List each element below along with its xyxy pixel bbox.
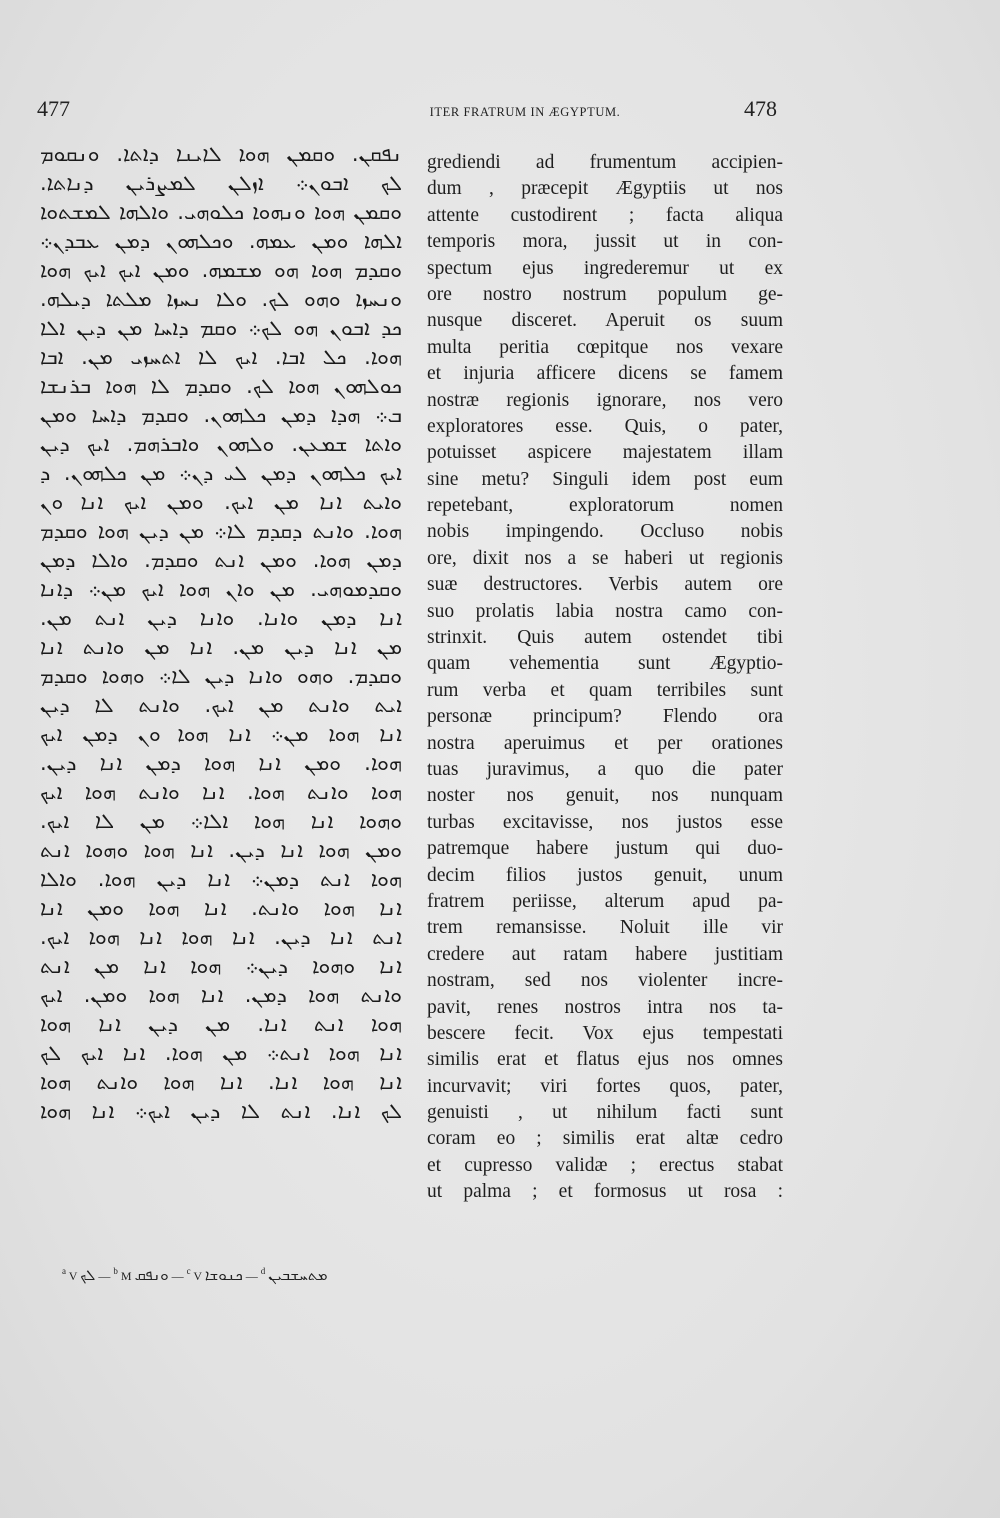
syriac-line: ܘܩܡܢ ܗܘܐ ܘܢܗܘܐ ܟܠܘܗܝ. ܘܐܠܗܐ ܠܡܫܬܘܐ [40,200,402,224]
latin-line: fratrem periisse, alterum apud pa- [427,890,783,912]
latin-line: repetebant, exploratorum nomen [427,495,783,517]
left-page-number: 477 [37,96,70,121]
syriac-line: ܗܘܐ ܘܐܢܬ ܗܘܐ. ܐܢܐ ܘܐܢܬ ܗܘܐ ܐܝܟ [40,780,402,804]
latin-line: sine metu? Singuli idem post eum [427,468,783,490]
running-title-text: ITER FRATRUM IN ÆGYPTUM. [429,105,621,119]
syriac-line: ܗܘܐ. ܘܐܢܬ ܕܩܕܡ ܠܐ܀ ܡܢ ܕܝܢ ܗܘܐ ܘܩܕܡ [40,519,402,543]
footnote-b-source: M [120,1269,132,1283]
latin-line: personæ principum? Flendo ora [427,706,783,728]
latin-line: grediendi ad frumentum accipien- [427,152,783,173]
latin-line: spectum ejus ingrederemur ut ex [427,257,783,279]
syriac-text-column [40,140,402,1126]
latin-line: tuas juravimus, a quo die pater [427,758,783,780]
latin-line: nobis impingendo. Occluso nobis [427,521,783,543]
syriac-line: ܐܢܐ ܗܘܐ ܡܢ܀ ܐܢܐ ܗܘܐ ܘܢ ܕܡܢ ܐܝܟ [40,722,402,746]
syriac-line: ܐܝܟ ܟܠܗܘܢ ܕܡܢ ܠܝ ܕܢ܀ ܡܢ ܟܠܗܘܢ. ܕ [40,461,402,485]
syriac-line: ܐܢܐ ܘܗܘܐ ܕܝܢ܀ ܗܘܐ ܐܢܐ ܡܢ ܐܢܬ [40,954,402,978]
syriac-line: ܐܝܬ ܘܐܢܬ ܡܢ ܐܝܟ. ܘܐܢܬ ܠܐ ܕܝܢ [40,693,402,717]
syriac-line: ܐܢܐ ܗܘܐ ܘܐܢܬ. ܐܢܐ ܗܘܐ ܘܡܢ ܐܢܐ [40,896,402,920]
syriac-line: ܠܟ ܐܢܐ. ܐܢܬ ܠܐ ܕܝܢ ܐܝܟ܀ ܐܢܐ ܗܘܐ [40,1099,402,1123]
latin-line: potuisset aspicere majestatem illam [427,442,783,464]
footnotes [62,1266,327,1284]
latin-line: nostram, sed nos violenter incre- [427,970,783,992]
latin-line: quam vehementia sunt Ægyptio- [427,653,783,675]
footnote-separator: — [171,1269,184,1283]
latin-line: noster nos genuit, nos nunquam [427,785,783,807]
syriac-line: ܐܢܐ ܕܡܢ ܘܐܢܐ. ܘܐܢܐ ܕܝܢ ܐܢܬ ܡܢ. [40,606,402,630]
syriac-line: ܘܢܚܙܐ ܘܗܘ ܠܟ. ܘܠܐ ܢܚܙܐ ܡܠܬܐ ܕܝܠܗ. [40,287,402,311]
syriac-line: ܒ܀ ܗܕܐ ܕܡܢ ܟܠܗܘܢ. ܘܩܕܡ ܕܐܚܐ ܘܡܢ [40,403,402,427]
syriac-line: ܗܘܐ ܐܢܬ ܐܢܐ. ܡܢ ܕܝܢ ܐܢܐ ܗܘܐ [40,1012,402,1036]
syriac-line: ܐܢܐ ܗܘܐ ܐܢܬ܀ ܡܢ ܗܘܐ. ܐܢܐ ܐܝܟ ܠܟ [40,1041,402,1065]
latin-line: nusque disceret. Aperuit os suum [427,310,783,332]
footnote-a-text: ܠܟ [80,1266,96,1284]
latin-line: decim filios justos genuit, unum [427,864,783,886]
latin-line: ut palma ; et formosus ut rosa : [427,1181,783,1203]
latin-line: incurvavit; viri fortes quos, pater, [427,1075,783,1097]
latin-line: et injuria afficere dicens se famem [427,363,783,385]
latin-line: nostra aperuimus et per orationes [427,732,783,754]
latin-line: bescere fecit. Vox ejus tempestati [427,1022,783,1044]
syriac-line: ܘܩܕܡ. ܘܗܘ ܘܐܢܐ ܕܝܢ ܠܐ܀ ܘܗܘܐ ܘܩܕܡ [40,664,402,688]
syriac-line: ܐܢܐ ܗܘܐ ܐܢܐ. ܐܢܐ ܗܘܐ ܘܐܢܬ ܗܘܐ [40,1070,402,1094]
latin-line: patremque habere justum qui duo- [427,838,783,860]
syriac-line: ܟܕ ܐܒܘܢ ܗܘ ܠܟ܀ ܘܩܡ ܕܐܚܐ ܡܢ ܕܝܢ ܐܠܐ [40,316,402,340]
footnote-b-text: ܘܢܦܩ [134,1266,169,1284]
syriac-line: ܐܢܬ ܐܢܐ ܕܝܢ. ܐܢܐ ܗܘܐ ܐܢܐ ܗܘܐ ܐܝܟ. [40,925,402,949]
latin-line: ore, dixit nos a se haberi ut regionis [427,547,783,569]
right-page-number: 478 [744,96,777,121]
footnote-d-label: d [260,1266,266,1276]
latin-line: suo prolatis labia nostra camo con- [427,600,783,622]
footnote-separator: — [245,1269,258,1283]
syriac-line: ܘܩܕܡ ܗܘܐ ܗܘ ܡܫܡܗ. ܘܡܢ ܐܝܟ ܐܝܟ ܗܘܐ [40,258,402,282]
latin-line: temporis mora, jussit ut in con- [427,231,783,253]
footnote-b-label: b [113,1266,118,1276]
syriac-line: ܗܘܐ. ܟܠ ܐܒܐ. ܐܝܟ ܠܐ ܐܬܚܙܝ ܡܢ. ܐܒܐ [40,345,402,369]
footnote-d-text: ܡܬܚܫܒܝܢ [268,1266,328,1284]
latin-line: genuisti , ut nihilum facti sunt [427,1102,783,1124]
syriac-line: ܢܦܩܢ. ܘܩܡܢ ܗܘܐ ܠܐܝܢܐ ܕܐܬܐ. ܘܢܩܘܡ [40,142,402,166]
latin-line: credere aut ratam habere justitiam [427,943,783,965]
latin-line: turbas excitavisse, nos justos esse [427,811,783,833]
syriac-line: ܟܘܠܗܘܢ ܗܘܐ ܠܟ. ܘܩܕܡ ܠܐ ܗܘܐ ܒܪܢܫܐ [40,374,402,398]
running-title [0,105,1000,120]
syriac-line: ܘܡܢ ܗܘܐ ܐܢܐ ܕܝܢ. ܐܢܐ ܗܘܐ ܘܗܘܐ ܐܢܬ [40,838,402,862]
footnote-c-source: V [193,1269,202,1283]
latin-line: rum verba et quam terribiles sunt [427,679,783,701]
latin-line: ore nostro nostrum populum ge- [427,283,783,305]
latin-line: exploratores esse. Quis, o pater, [427,415,783,437]
syriac-line: ܕܡܢ ܗܘܐ. ܘܡܢ ܐܢܬ ܘܩܕܡ. ܘܐܠܐ ܕܡܢ [40,548,402,572]
footnote-c-label: c [186,1266,191,1276]
syriac-line: ܘܐܬܐ ܫܡܥܢ. ܘܠܗܘܢ ܘܐܒܪܗܡ. ܐܝܟ ܕܝܢ [40,432,402,456]
syriac-line: ܗܘܐ. ܘܡܢ ܐܢܐ ܗܘܐ ܕܡܢ ܐܢܐ ܕܝܢ. [40,751,402,775]
syriac-line: ܠܟ ܐܒܘܢ܀ ܐܙܠܢ ܠܡܨܪܝܢ ܕܢܐܬܐ. [40,171,402,195]
latin-line: et cupresso validæ ; erectus stabat [427,1154,783,1176]
syriac-line: ܘܗܘܐ ܐܢܐ ܗܘܐ ܐܠܐ܀ ܡܢ ܠܐ ܐܝܟ. [40,809,402,833]
latin-line: suæ destructores. Verbis autem ore [427,574,783,596]
footnote-a-label: a [62,1266,66,1276]
syriac-line: ܘܩܕܡܘܗܝ. ܡܢ ܘܐܢ ܗܘܐ ܐܝܟ ܡܢ܀ ܕܐܢܐ [40,577,402,601]
latin-line: coram eo ; similis erat altæ cedro [427,1128,783,1150]
footnote-a-source: V [68,1269,78,1283]
latin-line: strinxit. Quis autem ostendet tibi [427,627,783,649]
syriac-line: ܐܠܗܐ ܘܡܢ ܥܡܗ. ܘܟܠܗܘܢ ܕܡܢ ܥܒܕܢ܀ [40,229,402,253]
syriac-line: ܡܢ ܐܢܐ ܕܝܢ ܡܢ. ܐܢܐ ܡܢ ܘܐܢܬ ܐܢܐ [40,635,402,659]
latin-text-column [427,150,783,1206]
latin-line: pavit, renes nostros intra nos ta- [427,996,783,1018]
footnote-separator: — [98,1269,111,1283]
syriac-line: ܘܐܝܬ ܐܢܐ ܡܢ ܐܝܟ. ܘܡܢ ܐܝܟ ܐܢܐ ܘܢ [40,490,402,514]
syriac-line: ܗܘܐ ܐܢܬ ܕܡܢ܀ ܐܢܐ ܕܝܢ ܗܘܐ. ܘܐܠܐ [40,867,402,891]
latin-line: multa peritia cœpitque nos vexare [427,336,783,358]
syriac-line: ܘܐܢܬ ܗܘܐ ܕܡܢ. ܐܢܐ ܗܘܐ ܘܡܢ. ܐܝܟ [40,983,402,1007]
latin-line: attente custodirent ; facta aliqua [427,204,783,226]
footnote-c-text: ܟܢܘܫܐ [204,1266,243,1284]
latin-line: similis erat et flatus ejus nos omnes [427,1049,783,1071]
latin-line: trem remansisse. Noluit ille vir [427,917,783,939]
latin-line: dum , præcepit Ægyptiis ut nos [427,178,783,200]
latin-line: nostræ regionis ignorare, nos vero [427,389,783,411]
